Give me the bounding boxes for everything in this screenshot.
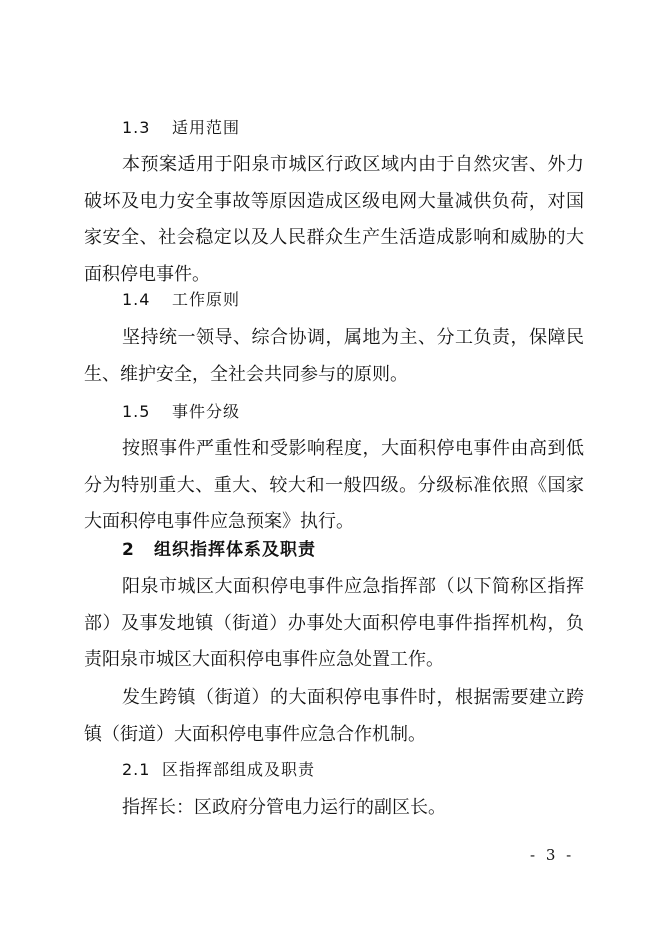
section-title: 区指挥部组成及职责 bbox=[162, 760, 316, 779]
section-number: 1.3 bbox=[122, 118, 151, 137]
paragraph-principles: 坚持统一领导、综合协调，属地为主、分工负责，保障民生、维护安全，全社会共同参与的原则。 bbox=[84, 327, 584, 385]
section-number: 2 bbox=[122, 540, 135, 560]
paragraph-command-system: 阳泉市城区大面积停电事件应急指挥部（以下简称区指挥部）及事发地镇（街道）办事处大面积停电事件指挥机构，负责阳泉市城区大面积停电事件应急处置工作。 bbox=[84, 576, 584, 670]
section-title: 工作原则 bbox=[172, 290, 241, 309]
paragraph-commander: 指挥长：区政府分管电力运行的副区长。 bbox=[122, 797, 446, 818]
section-heading-1-3 bbox=[122, 118, 622, 138]
section-heading-2 bbox=[122, 540, 622, 560]
section-number: 1.5 bbox=[122, 402, 151, 421]
paragraph-cooperation: 发生跨镇（街道）的大面积停电事件时，根据需要建立跨镇（街道）大面积停电事件应急合作机制。 bbox=[84, 687, 584, 745]
paragraph-classification: 按照事件严重性和受影响程度，大面积停电事件由高到低分为特别重大、重大、较大和一般四级。分级标准依照《国家大面积停电事件应急预案》执行。 bbox=[84, 438, 584, 532]
section-heading-1-4 bbox=[122, 290, 622, 310]
section-title: 组织指挥体系及职责 bbox=[154, 540, 316, 560]
paragraph-scope: 本预案适用于阳泉市城区行政区域内由于自然灾害、外力破坏及电力安全事故等原因造成区级电网大量减供负荷，对国家安全、社会稳定以及人民群众生产生活造成影响和威胁的大面积停电事件。 bbox=[84, 154, 584, 285]
section-heading-2-1 bbox=[122, 760, 622, 780]
section-title: 适用范围 bbox=[172, 118, 241, 137]
section-number: 1.4 bbox=[122, 290, 151, 309]
section-title: 事件分级 bbox=[172, 402, 241, 421]
section-number: 2.1 bbox=[122, 760, 151, 779]
section-heading-1-5 bbox=[122, 402, 622, 422]
page-number: - 3 - bbox=[530, 846, 575, 864]
